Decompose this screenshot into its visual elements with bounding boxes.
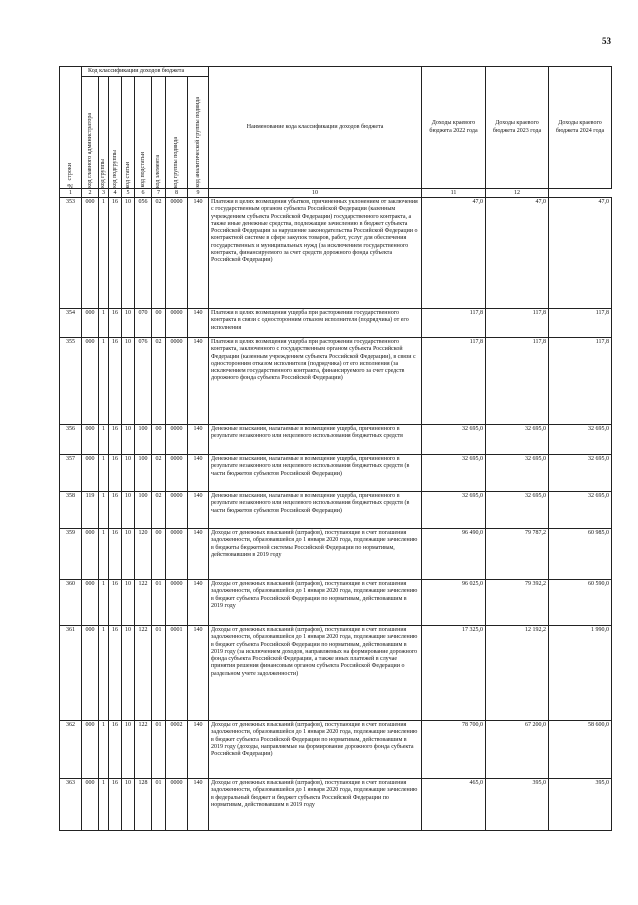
income-name: Доходы от денежных взысканий (штрафов), поступающие в счет погашения задолженности, образовавшейся до 1 января 2020 года, подлежащие зачислению в бюджет субъекта Российской Федерации по нормативам, действовавшим в 2019 году (за исключением доходов, направляемых на формирование дорожного фонда субъекта Российской Федерации, а также иных платежей в случае принятия решения финансовым органом субъекта Российской Федерации о раздельном учете задолженности) [209,626,422,721]
admin-code: 119 [82,492,99,529]
analytic-code: 140 [188,529,209,580]
subarticle-code: 128 [135,779,152,831]
amount-2022: 117,8 [422,309,486,338]
income-name: Доходы от денежных взысканий (штрафов), поступающие в счет погашения задолженности, образовавшейся до 1 января 2020 года, подлежащие зачислению в федеральный бюджет и бюджет субъекта Российской Федерации по нормативам, действовавшим в 2019 году [209,779,422,831]
amount-2024: 60 985,0 [549,529,612,580]
amount-2023: 395,0 [486,779,549,831]
element-code: 01 [152,721,166,779]
element-code: 01 [152,779,166,831]
element-code: 02 [152,198,166,309]
admin-code: 000 [82,529,99,580]
amount-2024: 32 695,0 [549,455,612,492]
header-name: Наименование кода классификации доходов бюджета [209,67,422,189]
subgroup-code: 16 [109,198,122,309]
element-code: 02 [152,338,166,425]
admin-code: 000 [82,455,99,492]
table-row [60,529,612,580]
amount-2022: 465,0 [422,779,486,831]
column-number: 11 [422,189,486,198]
group-code: 1 [99,529,109,580]
subtype-code: 0000 [166,425,188,455]
admin-code: 000 [82,309,99,338]
subgroup-code: 16 [109,338,122,425]
income-name: Доходы от денежных взысканий (штрафов), поступающие в счет погашения задолженности, образовавшейся до 1 января 2020 года, подлежащие зачислению в бюджет субъекта Российской Федерации по нормативам, действовавшим в 2019 году [209,580,422,626]
row-number: 359 [60,529,82,580]
row-number: 358 [60,492,82,529]
column-number: 6 [135,189,152,198]
analytic-code: 140 [188,492,209,529]
group-code: 1 [99,309,109,338]
column-number: 10 [209,189,422,198]
amount-2023: 12 192,2 [486,626,549,721]
table-row [60,779,612,831]
table-row [60,492,612,529]
subarticle-code: 120 [135,529,152,580]
article-code: 10 [122,529,135,580]
article-code: 10 [122,309,135,338]
subgroup-code: 16 [109,455,122,492]
group-code: 1 [99,626,109,721]
subtype-code: 0000 [166,492,188,529]
amount-2022: 96 490,0 [422,529,486,580]
amount-2023: 47,0 [486,198,549,309]
group-code: 1 [99,198,109,309]
subarticle-code: 056 [135,198,152,309]
analytic-code: 140 [188,721,209,779]
header-subgroup-code: код подгруппы [109,77,122,189]
header-admin-code: код главного администратора [82,77,99,189]
analytic-code: 140 [188,626,209,721]
row-number: 354 [60,309,82,338]
subarticle-code: 122 [135,721,152,779]
amount-2023: 32 695,0 [486,455,549,492]
income-name: Платежи в целях возмещения ущерба при расторжении государственного контракта, заключенного с государственным органом субъекта Российской Федерации (казенным учреждением субъекта Российской Федерации), в связи с односторонним отказом исполнителя (подрядчика) от его исполнения (за исключением государственного контракта, финансируемого за счет средств дорожного фонда субъекта Российской Федерации) [209,338,422,425]
amount-2022: 32 695,0 [422,492,486,529]
column-number: 4 [109,189,122,198]
header-subarticle-code: код подстатьи [135,77,152,189]
header-year-2022: Доходы краевого бюджета 2022 года [422,67,486,189]
amount-2022: 32 695,0 [422,455,486,492]
column-number: 5 [122,189,135,198]
subtype-code: 0000 [166,198,188,309]
subtype-code: 0000 [166,309,188,338]
admin-code: 000 [82,779,99,831]
amount-2024: 32 695,0 [549,492,612,529]
column-number: 3 [99,189,109,198]
header-element-code: код элемента [152,77,166,189]
element-code: 01 [152,580,166,626]
subgroup-code: 16 [109,309,122,338]
amount-2022: 96 025,0 [422,580,486,626]
amount-2023: 32 695,0 [486,425,549,455]
admin-code: 000 [82,338,99,425]
subarticle-code: 100 [135,492,152,529]
column-number: 9 [188,189,209,198]
subgroup-code: 16 [109,529,122,580]
admin-code: 000 [82,580,99,626]
header-year-2024: Доходы краевого бюджета 2024 года [549,67,612,189]
header-year-2023: Доходы краевого бюджета 2023 года [486,67,549,189]
subarticle-code: 100 [135,425,152,455]
analytic-code: 140 [188,425,209,455]
column-numbers-row [60,189,612,198]
element-code: 00 [152,529,166,580]
article-code: 10 [122,425,135,455]
group-code: 1 [99,779,109,831]
table-row [60,580,612,626]
amount-2023: 117,8 [486,309,549,338]
article-code: 10 [122,455,135,492]
admin-code: 000 [82,626,99,721]
article-code: 10 [122,492,135,529]
amount-2024: 58 600,0 [549,721,612,779]
element-code: 02 [152,455,166,492]
table-row [60,309,612,338]
subgroup-code: 16 [109,721,122,779]
admin-code: 000 [82,198,99,309]
amount-2023: 79 787,2 [486,529,549,580]
element-code: 02 [152,492,166,529]
subtype-code: 0000 [166,455,188,492]
row-number: 360 [60,580,82,626]
subgroup-code: 16 [109,779,122,831]
amount-2022: 32 695,0 [422,425,486,455]
income-name: Денежные взыскания, налагаемые в возмещение ущерба, причиненного в результате незаконного или нецелевого использования бюджетных средств (в части бюджетов субъектов Российской Федерации) [209,492,422,529]
amount-2022: 17 325,0 [422,626,486,721]
column-number: 2 [82,189,99,198]
amount-2023: 117,8 [486,338,549,425]
amount-2022: 117,8 [422,338,486,425]
amount-2023: 79 392,2 [486,580,549,626]
amount-2024: 395,0 [549,779,612,831]
income-name: Денежные взыскания, налагаемые в возмещение ущерба, причиненного в результате незаконного или нецелевого использования бюджетных средств [209,425,422,455]
header-subtype-group-code: код группы подвида [166,77,188,189]
subtype-code: 0000 [166,338,188,425]
amount-2023: 32 695,0 [486,492,549,529]
table-row [60,198,612,309]
header-article-code: код статьи [122,77,135,189]
group-code: 1 [99,455,109,492]
subarticle-code: 122 [135,580,152,626]
article-code: 10 [122,580,135,626]
element-code: 00 [152,309,166,338]
page-number: 53 [602,36,611,46]
income-name: Доходы от денежных взысканий (штрафов), поступающие в счет погашения задолженности, образовавшейся до 1 января 2020 года, подлежащие зачислению в бюджет субъекта Российской Федерации по нормативам, действовавшим в 2019 году (доходы, направляемые на формирование дорожного фонда субъекта Российской Федерации) [209,721,422,779]
table-row [60,721,612,779]
column-number: 7 [152,189,166,198]
analytic-code: 140 [188,198,209,309]
amount-2022: 47,0 [422,198,486,309]
group-code: 1 [99,580,109,626]
subgroup-code: 16 [109,626,122,721]
column-number: 1 [60,189,82,198]
amount-2024: 117,8 [549,309,612,338]
table-row [60,338,612,425]
element-code: 00 [152,425,166,455]
subarticle-code: 100 [135,455,152,492]
article-code: 10 [122,779,135,831]
group-code: 1 [99,425,109,455]
amount-2024: 32 695,0 [549,425,612,455]
admin-code: 000 [82,721,99,779]
article-code: 10 [122,198,135,309]
analytic-code: 140 [188,309,209,338]
table-row [60,626,612,721]
table-row [60,455,612,492]
table-row [60,425,612,455]
row-number: 353 [60,198,82,309]
group-code: 1 [99,338,109,425]
row-number: 361 [60,626,82,721]
amount-2024: 60 590,0 [549,580,612,626]
header-row-number: № строки [60,67,82,189]
income-name: Платежи в целях возмещения убытков, причиненных уклонением от заключения с государственным органом субъекта Российской Федерации (казенным учреждением субъекта Российской Федерации) государственного контракта, а также иные денежные средства, подлежащие зачислению в бюджет субъекта Российской Федерации за нарушение законодательства Российской Федерации о контрактной системе в сфере закупок товаров, работ, услуг для обеспечения государственных и муниципальных нужд (за исключением государственного контракта, финансируемого за счет средств дорожного фонда субъекта Российской Федерации) [209,198,422,309]
analytic-code: 140 [188,580,209,626]
subgroup-code: 16 [109,492,122,529]
analytic-code: 140 [188,338,209,425]
amount-2022: 78 700,0 [422,721,486,779]
subarticle-code: 122 [135,626,152,721]
subarticle-code: 076 [135,338,152,425]
header-group-code: код группы [99,77,109,189]
subtype-code: 0000 [166,529,188,580]
subtype-code: 0002 [166,721,188,779]
group-code: 1 [99,721,109,779]
subtype-code: 0000 [166,580,188,626]
revenue-classification-table [59,66,612,831]
subtype-code: 0000 [166,779,188,831]
amount-2024: 47,0 [549,198,612,309]
header-analytic-group-code: код аналитической группы подвида [188,77,209,189]
amount-2024: 117,8 [549,338,612,425]
subgroup-code: 16 [109,580,122,626]
group-code: 1 [99,492,109,529]
column-number: 12 [486,189,549,198]
admin-code: 000 [82,425,99,455]
element-code: 01 [152,626,166,721]
amount-2024: 1 990,0 [549,626,612,721]
row-number: 363 [60,779,82,831]
header-code-group: Код классификации доходов бюджета [82,67,209,77]
amount-2023: 67 200,0 [486,721,549,779]
row-number: 356 [60,425,82,455]
article-code: 10 [122,721,135,779]
article-code: 10 [122,338,135,425]
subgroup-code: 16 [109,425,122,455]
subtype-code: 0001 [166,626,188,721]
income-name: Денежные взыскания, налагаемые в возмещение ущерба, причиненного в результате незаконного или нецелевого использования бюджетных средств (в части бюджетов субъектов Российской Федерации) [209,455,422,492]
row-number: 357 [60,455,82,492]
column-number: 8 [166,189,188,198]
income-name: Доходы от денежных взысканий (штрафов), поступающие в счет погашения задолженности, образовавшейся до 1 января 2020 года, подлежащие зачислению в бюджеты бюджетной системы Российской Федерации по нормативам, действовавшим в 2019 году [209,529,422,580]
row-number: 355 [60,338,82,425]
income-name: Платежи в целях возмещения ущерба при расторжении государственного контракта в связи с односторонним отказом исполнителя (подрядчика) от его исполнения [209,309,422,338]
row-number: 362 [60,721,82,779]
article-code: 10 [122,626,135,721]
subarticle-code: 070 [135,309,152,338]
analytic-code: 140 [188,779,209,831]
analytic-code: 140 [188,455,209,492]
